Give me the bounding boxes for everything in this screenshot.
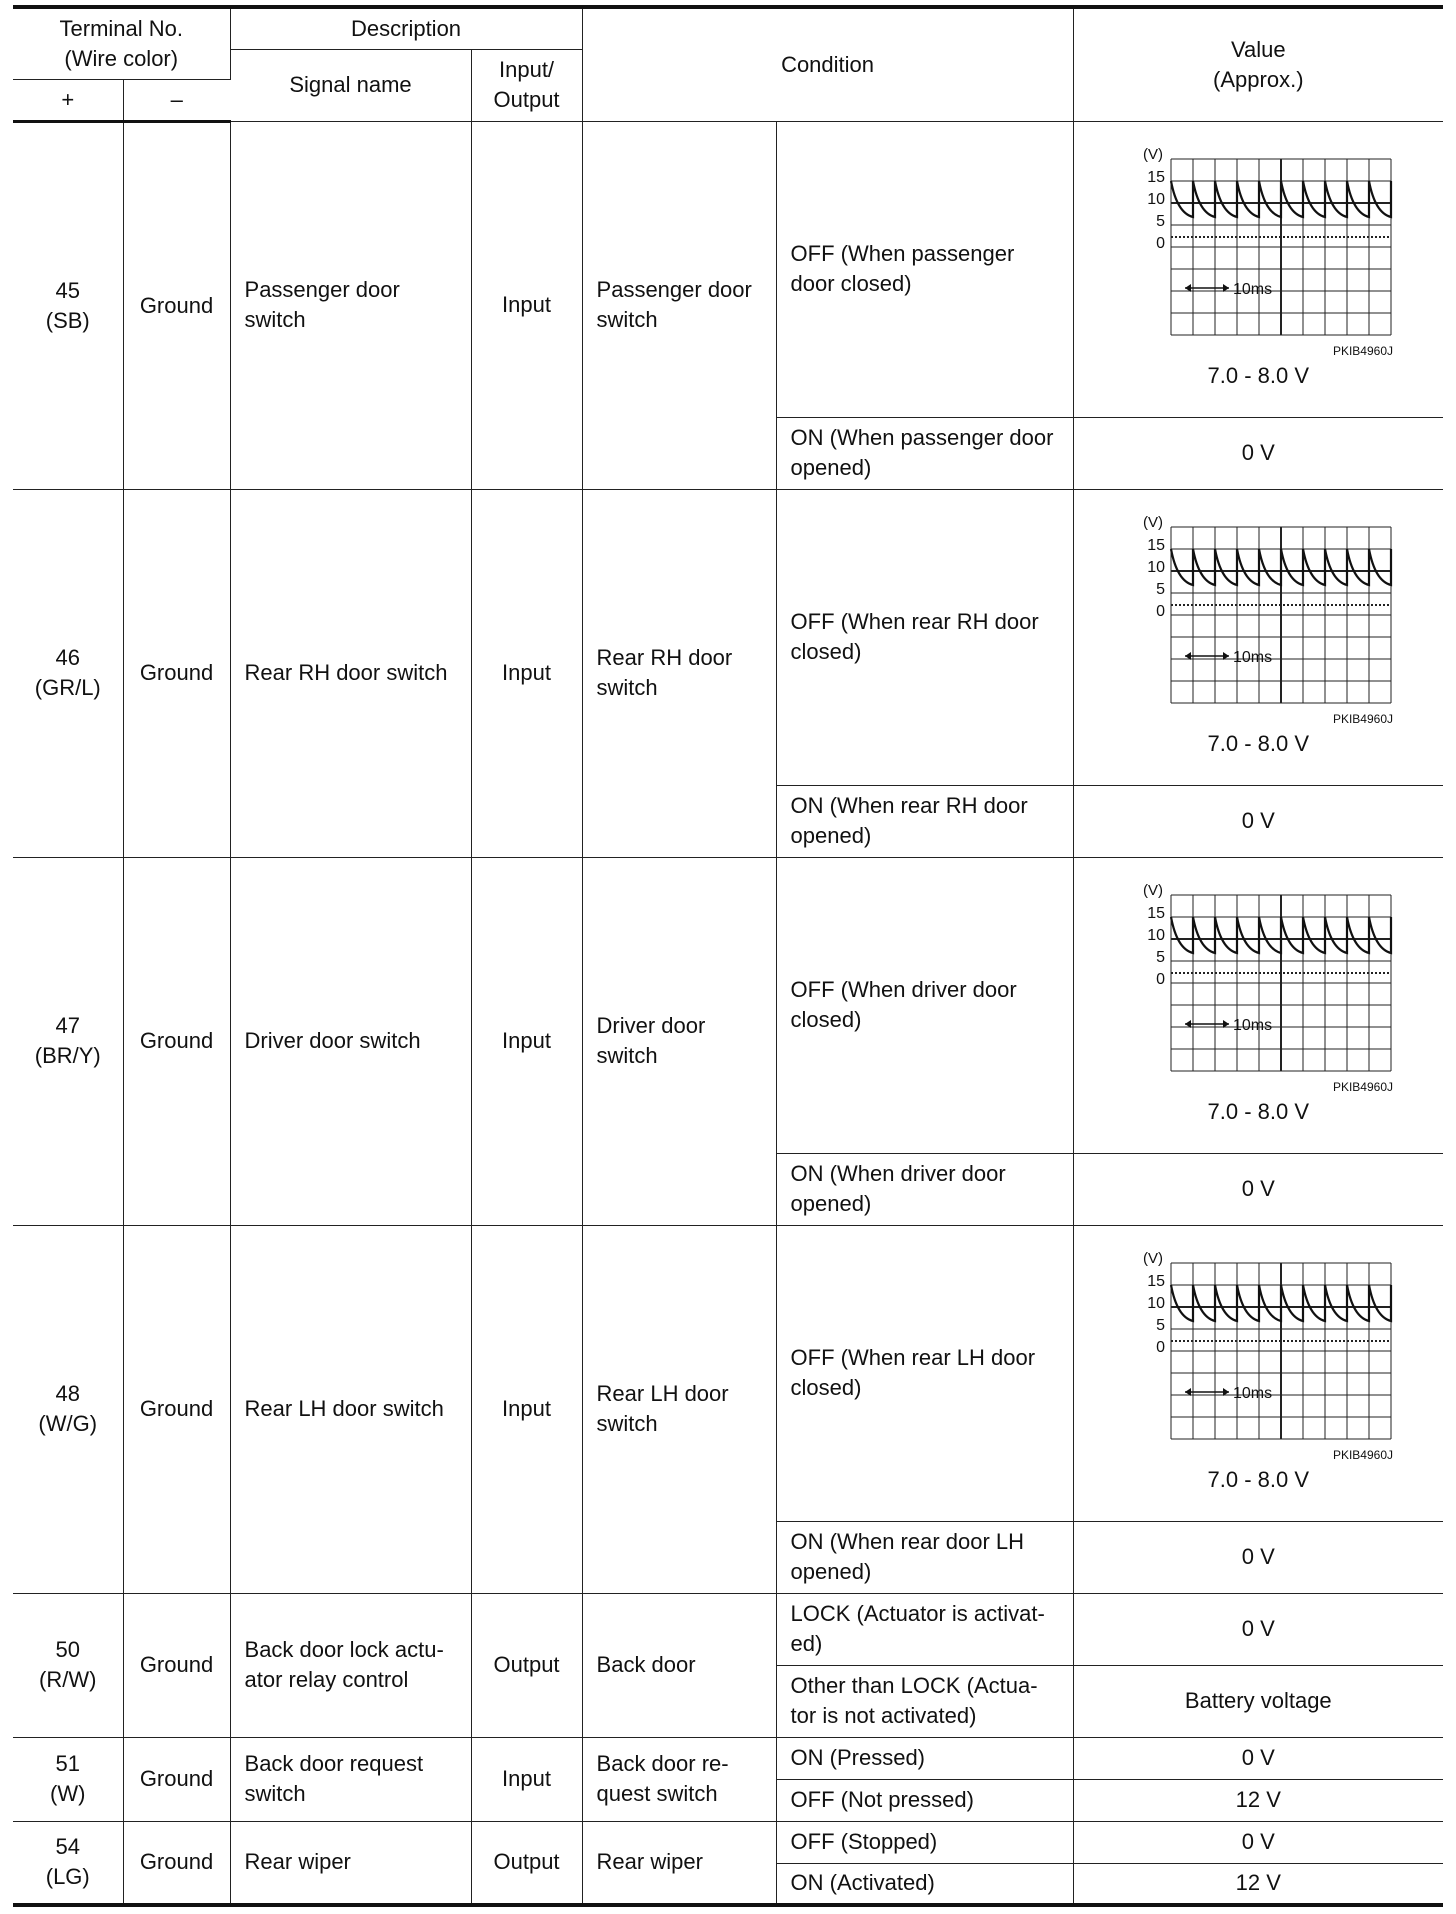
wave-tick-label: 10 [1147, 191, 1165, 209]
terminal-cell: 54 (LG) [13, 1821, 123, 1905]
condition-item-cell: Driver door switch [582, 857, 776, 1225]
condition-cell: OFF (Stopped) [776, 1821, 1073, 1863]
condition-cell: OFF (When rear LH door closed) [776, 1225, 1073, 1521]
value-header: Value (Approx.) [1073, 7, 1443, 121]
condition-cell: ON (When passenger door opened) [776, 417, 1073, 489]
signal-name-cell: Rear wiper [230, 1821, 471, 1905]
value-cell [1073, 857, 1443, 1153]
condition-item-cell: Passenger door switch [582, 121, 776, 489]
value-cell [1073, 121, 1443, 417]
condition-cell: OFF (When passenger door closed) [776, 121, 1073, 417]
table-row [13, 1821, 1443, 1863]
io-cell: Input [471, 121, 582, 489]
io-cell: Output [471, 1821, 582, 1905]
figure-code: PKIB4960J [1332, 1080, 1393, 1095]
io-cell: Input [471, 857, 582, 1225]
table-body [13, 121, 1443, 1905]
waveform-graph [1121, 147, 1396, 359]
condition-cell: ON (Pressed) [776, 1737, 1073, 1779]
io-cell: Input [471, 1737, 582, 1821]
value-cell: 0 V [1073, 1521, 1443, 1593]
condition-header: Condition [582, 7, 1073, 121]
io-header: Input/ Output [471, 49, 582, 121]
figure-code: PKIB4960J [1332, 712, 1393, 727]
condition-cell: ON (When driver door opened) [776, 1153, 1073, 1225]
wave-tick-label: 5 [1155, 949, 1165, 967]
description-header: Description [230, 7, 582, 49]
value-cell: Battery voltage [1073, 1665, 1443, 1737]
terminal-cell: 50 (R/W) [13, 1593, 123, 1737]
wave-tick-label: 15 [1147, 537, 1165, 555]
wave-tick-label: 10 [1147, 927, 1165, 945]
wave-time-scale: 10ms [1232, 1017, 1272, 1035]
condition-cell: OFF (When rear RH door closed) [776, 489, 1073, 785]
waveform [1078, 883, 1440, 1095]
ground-cell: Ground [123, 489, 230, 857]
condition-cell: ON (When rear RH door opened) [776, 785, 1073, 857]
value-range: 7.0 - 8.0 V [1207, 731, 1310, 757]
io-cell: Input [471, 1225, 582, 1593]
wave-tick-label: 5 [1155, 581, 1165, 599]
wave-unit: (V) [1142, 883, 1163, 900]
value-cell: 0 V [1073, 1153, 1443, 1225]
ground-cell: Ground [123, 1821, 230, 1905]
terminal-cell: 51 (W) [13, 1737, 123, 1821]
ground-cell: Ground [123, 1593, 230, 1737]
figure-code: PKIB4960J [1332, 344, 1393, 359]
ground-cell: Ground [123, 1225, 230, 1593]
wave-tick-label: 10 [1147, 559, 1165, 577]
condition-cell: OFF (When driver door closed) [776, 857, 1073, 1153]
terminal-cell: 48 (W/G) [13, 1225, 123, 1593]
signal-name-cell: Back door lock actu-ator relay control [230, 1593, 471, 1737]
wave-tick-label: 0 [1155, 603, 1165, 621]
table-row [13, 489, 1443, 785]
value-cell: 0 V [1073, 1593, 1443, 1665]
minus-header: – [123, 79, 230, 121]
condition-cell: ON (When rear door LH opened) [776, 1521, 1073, 1593]
wave-unit: (V) [1142, 515, 1163, 532]
terminal-cell: 47 (BR/Y) [13, 857, 123, 1225]
table-row [13, 857, 1443, 1153]
waveform [1078, 147, 1440, 359]
condition-cell: Other than LOCK (Actua-tor is not activated) [776, 1665, 1073, 1737]
io-cell: Input [471, 489, 582, 857]
signal-name-cell: Passenger door switch [230, 121, 471, 489]
condition-item-cell: Back door re-quest switch [582, 1737, 776, 1821]
wave-tick-label: 15 [1147, 905, 1165, 923]
waveform-graph [1121, 1251, 1396, 1463]
table-row [13, 1593, 1443, 1665]
waveform-graph [1121, 515, 1396, 727]
wave-tick-label: 0 [1155, 1339, 1165, 1357]
signal-name-cell: Rear RH door switch [230, 489, 471, 857]
figure-code: PKIB4960J [1332, 1448, 1393, 1463]
value-range: 7.0 - 8.0 V [1207, 1099, 1310, 1125]
wave-tick-label: 15 [1147, 169, 1165, 187]
value-cell: 0 V [1073, 417, 1443, 489]
ground-cell: Ground [123, 857, 230, 1225]
wave-unit: (V) [1142, 147, 1163, 164]
wave-tick-label: 5 [1155, 213, 1165, 231]
value-range: 7.0 - 8.0 V [1207, 363, 1310, 389]
signal-name-cell: Rear LH door switch [230, 1225, 471, 1593]
value-cell: 12 V [1073, 1779, 1443, 1821]
value-cell [1073, 489, 1443, 785]
table-row [13, 1737, 1443, 1779]
terminal-cell: 46 (GR/L) [13, 489, 123, 857]
terminal-header: Terminal No. (Wire color) [13, 7, 230, 79]
value-cell: 12 V [1073, 1863, 1443, 1905]
value-cell: 0 V [1073, 785, 1443, 857]
waveform [1078, 515, 1440, 727]
io-cell: Output [471, 1593, 582, 1737]
terminal-spec-table [13, 5, 1443, 1907]
condition-item-cell: Rear wiper [582, 1821, 776, 1905]
plus-header: + [13, 79, 123, 121]
value-range: 7.0 - 8.0 V [1207, 1467, 1310, 1493]
value-cell [1073, 1225, 1443, 1521]
wave-tick-label: 0 [1155, 235, 1165, 253]
condition-item-cell: Back door [582, 1593, 776, 1737]
ground-cell: Ground [123, 121, 230, 489]
condition-item-cell: Rear RH door switch [582, 489, 776, 857]
wave-time-scale: 10ms [1232, 1385, 1272, 1403]
value-cell: 0 V [1073, 1737, 1443, 1779]
wave-unit: (V) [1142, 1251, 1163, 1268]
waveform [1078, 1251, 1440, 1463]
ground-cell: Ground [123, 1737, 230, 1821]
wave-time-scale: 10ms [1232, 281, 1272, 299]
condition-item-cell: Rear LH door switch [582, 1225, 776, 1593]
wave-tick-label: 5 [1155, 1317, 1165, 1335]
terminal-cell: 45 (SB) [13, 121, 123, 489]
wave-tick-label: 15 [1147, 1273, 1165, 1291]
condition-cell: ON (Activated) [776, 1863, 1073, 1905]
table-row [13, 121, 1443, 417]
wave-tick-label: 10 [1147, 1295, 1165, 1313]
table-row [13, 1225, 1443, 1521]
value-cell: 0 V [1073, 1821, 1443, 1863]
wave-time-scale: 10ms [1232, 649, 1272, 667]
condition-cell: OFF (Not pressed) [776, 1779, 1073, 1821]
signal-name-header: Signal name [230, 49, 471, 121]
signal-name-cell: Driver door switch [230, 857, 471, 1225]
condition-cell: LOCK (Actuator is activat-ed) [776, 1593, 1073, 1665]
wave-tick-label: 0 [1155, 971, 1165, 989]
waveform-graph [1121, 883, 1396, 1095]
signal-name-cell: Back door request switch [230, 1737, 471, 1821]
